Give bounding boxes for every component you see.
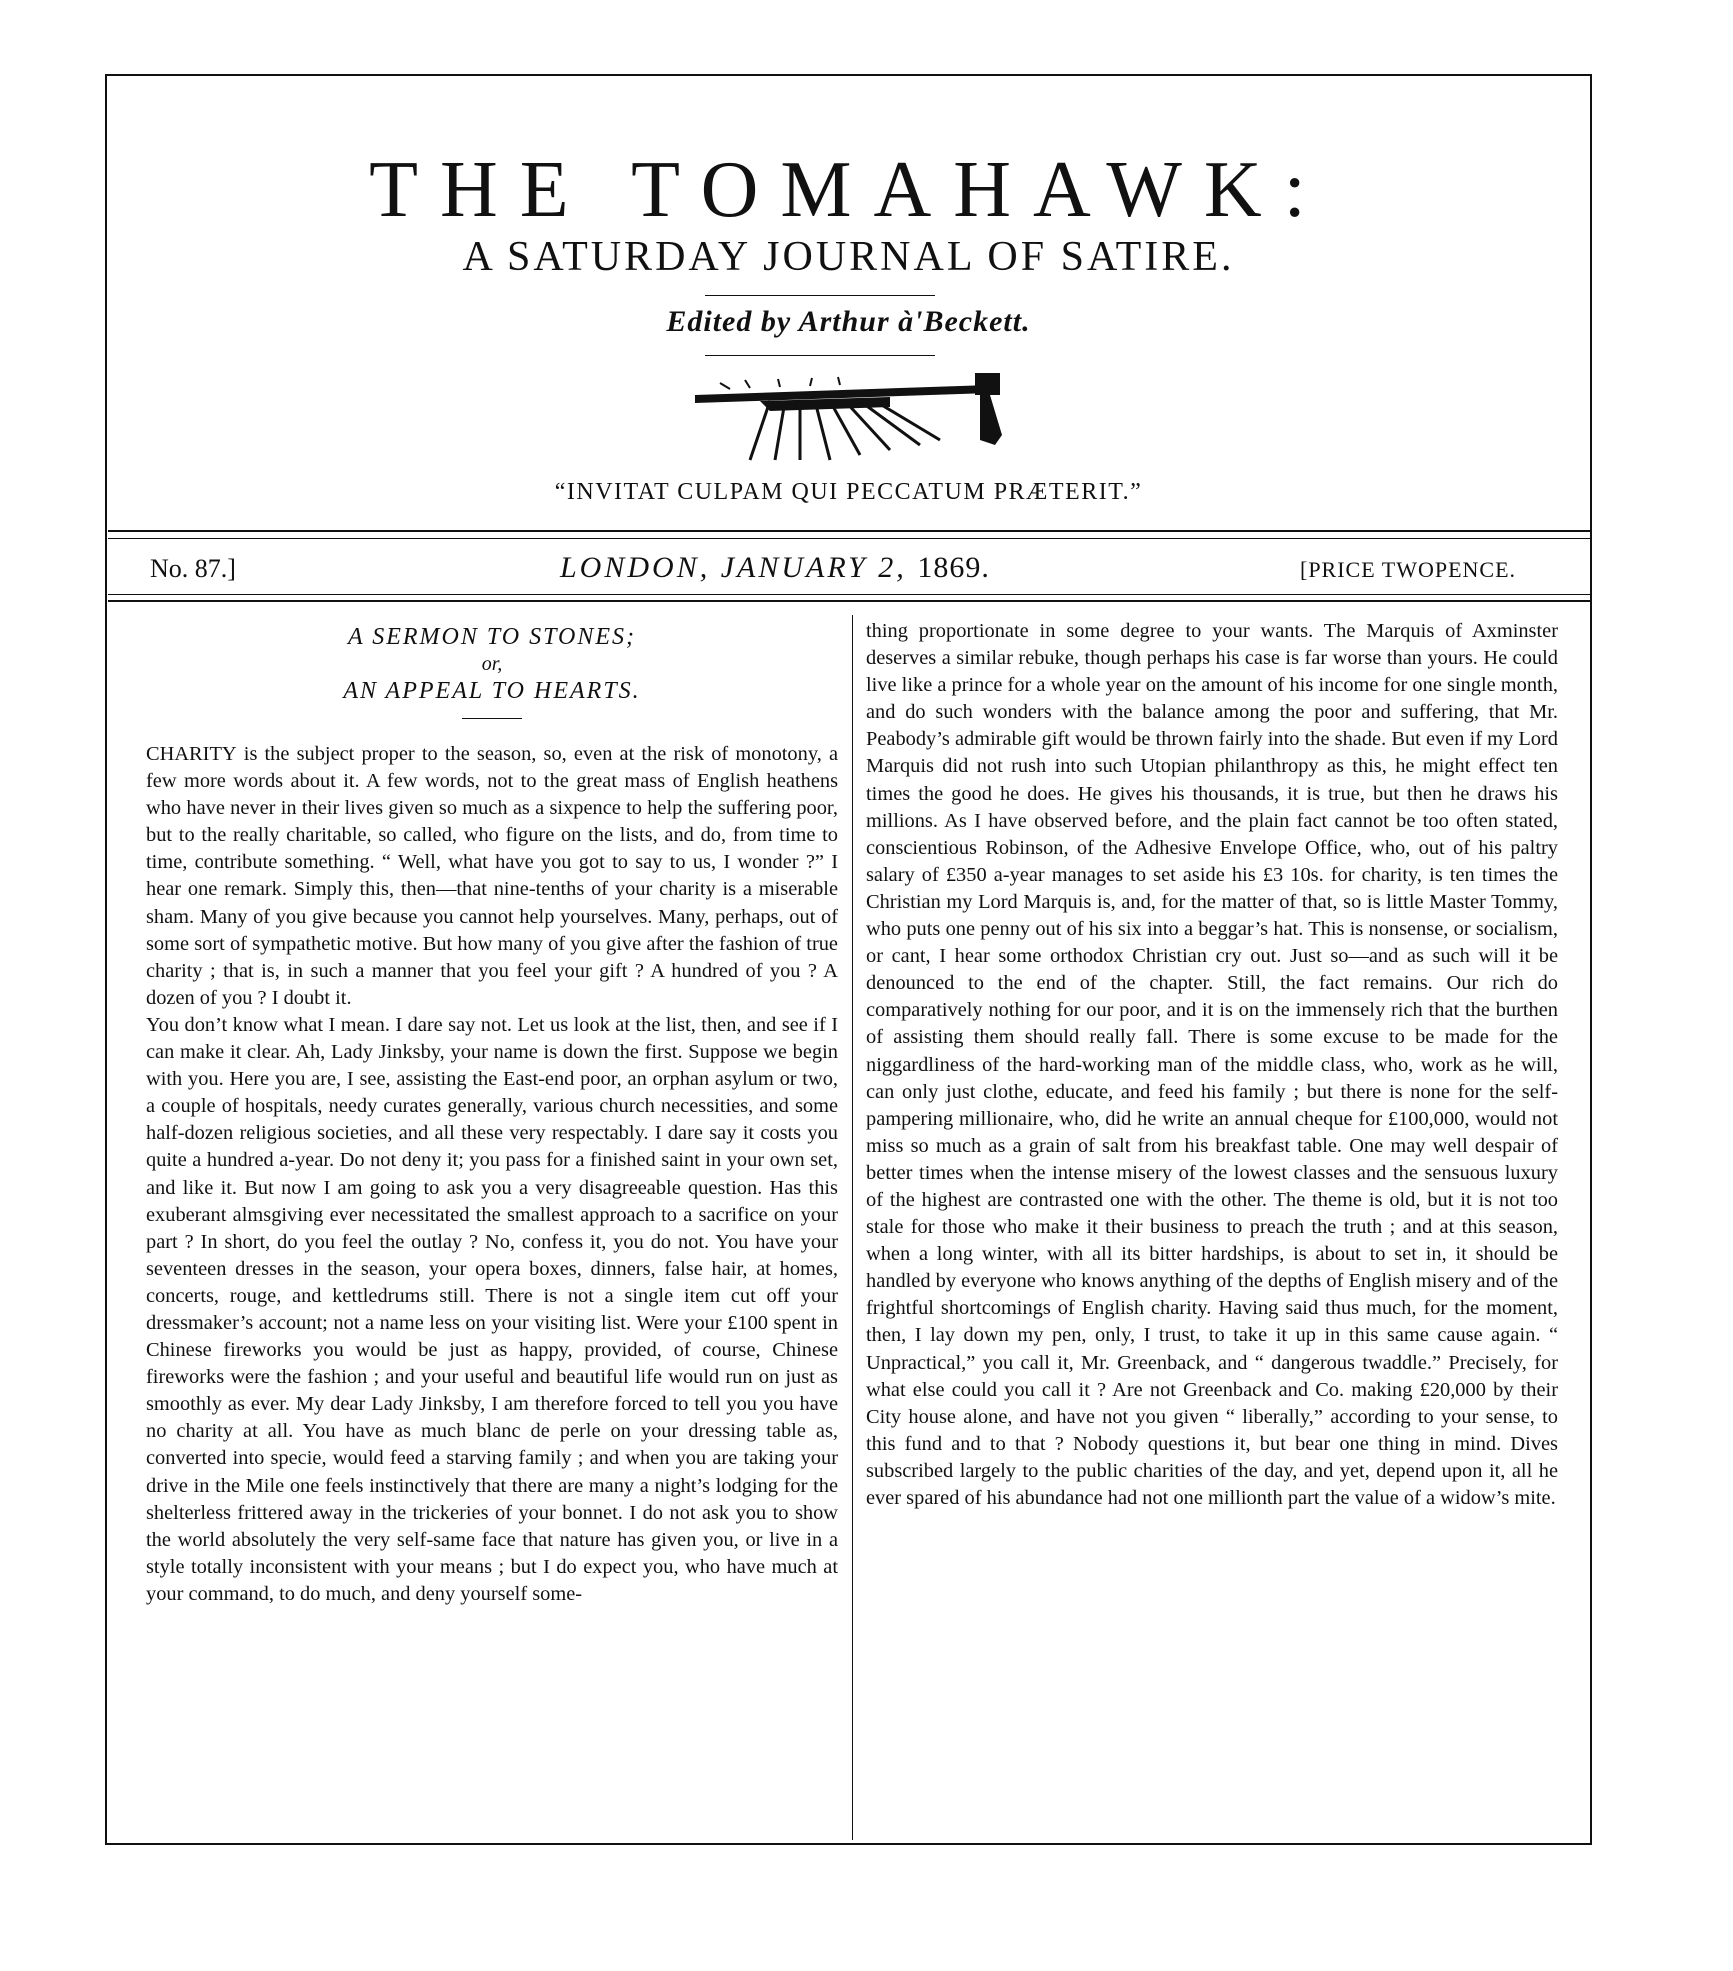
dateline-rule — [108, 600, 1590, 602]
article-title: A SERMON TO STONES; — [347, 624, 637, 650]
page-border-right — [1590, 74, 1592, 1844]
page-border-top — [105, 74, 1592, 76]
issue-price: [PRICE TWOPENCE. — [1300, 557, 1517, 582]
tomahawk-pipe-icon — [690, 365, 1020, 470]
issue-place-date: LONDON, JANUARY 2, — [560, 551, 907, 584]
page-border-left — [105, 74, 107, 1844]
page-border-bottom — [105, 1843, 1592, 1845]
article-paragraph-text: is the subject proper to the season, so, even at the risk of monotony, a few more words about it. A few words, not to the great mass of English heathens who have never in their lives given so much as a sixpence to help the suffering poor, but to the really charitable, so called, who figure on the lists, and do, from time to time, contribute something. “ Well, what have you got to say to us, I wonder ?” I hear one remark. Simply this, then—that nine-tenths of your charity is a miserable sham. Many of you give because you cannot help yourselves. Many, perhaps, out of some sort of sympathetic motive. But how many of you give after the fashion of true charity ; that is, in such a manner that you feel your gift ? A hundred of you ? A dozen of you ? I doubt it. — [146, 743, 838, 1009]
editor-rule-top — [705, 295, 935, 296]
dateline-rule — [108, 530, 1590, 532]
masthead-title: THE TOMAHAWK: — [369, 146, 1328, 234]
article-paragraph — [146, 741, 838, 1012]
dateline-rule — [108, 538, 1590, 539]
article-column-right — [866, 618, 1558, 1512]
column-divider — [852, 615, 853, 1840]
article-paragraph: thing proportionate in some degree to your wants. The Marquis of Axminster deserves a similar rebuke, though perhaps his case is far worse than yours. He could live like a prince for a whole year on the amount of his income for one single month, and do such wonders with the balance among the poor and suffering, that Mr. Peabody’s admirable gift would be thrown fairly into the shade. But even if my Lord Marquis did not rush into such Utopian philanthropy as this, he might effect ten times the good he does. He gives his thousands, it is true, but then he draws his millions. As I have observed before, and the plain fact cannot be too often stated, conscientious Robinson, of the Adhesive Envelope Office, who, out of his paltry salary of £350 a-year manages to set aside his £3 10s. for charity, is ten times the Christian my Lord Marquis is, and, for the matter of that, so is little Master Tommy, who puts one penny out of his six into a beggar’s hat. This is nonsense, or socialism, or cant, I hear some orthodox Christian cry out. Just so—and as such will it be denounced to the end of the chapter. Still, the fact remains. Our rich do comparatively nothing for our poor, and it is on the immensely rich that the burthen of assisting them should really fall. There is some excuse to be made for the niggardliness of the hard-working man of the middle class, who, work as he will, can only just clothe, educate, and feed his family ; but there is none for the self-pampering millionaire, who, did he write an annual cheque for £100,000, would not miss so much as a grain of salt from his breakfast table. One may well despair of better times when the intense misery of the lowest classes and the sensuous luxury of the highest are contrasted one with the other. The theme is old, but it is not too stale for those who make it their business to preach the truth ; and at this season, when a long winter, with all its bitter hardships, is about to set in, it should be handled by everyone who knows anything of the depths of English misery and of the frightful shortcomings of English charity. Having said thus much, for the moment, then, I lay down my pen, only, I trust, to take it up in this same cause again. “ Unpractical,” you call it, Mr. Greenback, and “ dangerous twaddle.” Precisely, for what else could you call it ? Are not Greenback and Co. making £20,000 by their City house alone, and have not you given “ liberally,” according to your sense, to this fund and to that ? Nobody questions it, but bear one thing in mind. Dives subscribed largely to the public charities of the day, and yet, depend upon it, all he ever spared of his abundance had not one millionth part the value of a widow’s mite. — [866, 620, 1559, 1509]
issue-year: 1869. — [917, 551, 990, 584]
dateline-rule — [108, 594, 1590, 595]
article-or: or, — [481, 653, 503, 675]
issue-date — [560, 553, 990, 583]
issue-number: No. 87.] — [150, 554, 236, 583]
masthead-editor: Edited by Arthur à'Beckett. — [666, 305, 1031, 338]
editor-rule-bottom — [705, 355, 935, 356]
article-column-left — [146, 618, 838, 1608]
article-paragraph: You don’t know what I mean. I dare say not. Let us look at the list, then, and see if I can make it clear. Ah, Lady Jinksby, your name is down the first. Suppose we begin with you. Here you are, I see, assisting the East-end poor, an orphan asylum or two, a couple of hospitals, needy curates generally, various church necessities, and some half-dozen religious societies, and all these very respectably. I dare say it costs you quite a hundred a-year. Do not deny it; you pass for a finished saint in your own set, and like it. But now I am going to ask you a very disagreeable question. Has this exuberant almsgiving ever necessitated the smallest approach to a sacrifice on your part ? In short, do you feel the outlay ? No, confess it, you do not. You have your seventeen dresses in the season, your opera boxes, dinners, false hair, at homes, concerts, rouge, and kettledrums still. There is not a single item cut off your dressmaker’s account; not a name less on your visiting list. Were your £100 spent in Chinese fireworks you would be just as happy, provided, of course, Chinese fireworks were the fashion ; and your useful and beautiful life would run on just as smoothly as ever. My dear Lady Jinksby, I am therefore forced to tell you you have no charity at all. You have as much blanc de perle on your dressing table as, converted into specie, would feed a starving family ; and when you are taking your drive in the Mile one feels instinctively that there are many a night’s lodging for the shelterless frittered away in the trickeries of your bonnet. I do not ask you to show the world absolutely the very self-same face that nature has given you, or live in a style totally inconsistent with your means ; but I do expect you, who have much at your command, to do much, and deny yourself some- — [146, 1013, 838, 1605]
article-lead-word: CHARITY — [146, 743, 237, 765]
article-dash — [462, 718, 522, 719]
article-subtitle: AN APPEAL TO HEARTS. — [343, 678, 641, 704]
masthead-motto: “INVITAT CULPAM QUI PECCATUM PRÆTERIT.” — [554, 479, 1143, 505]
masthead-subtitle: A SATURDAY JOURNAL OF SATIRE. — [462, 234, 1235, 280]
